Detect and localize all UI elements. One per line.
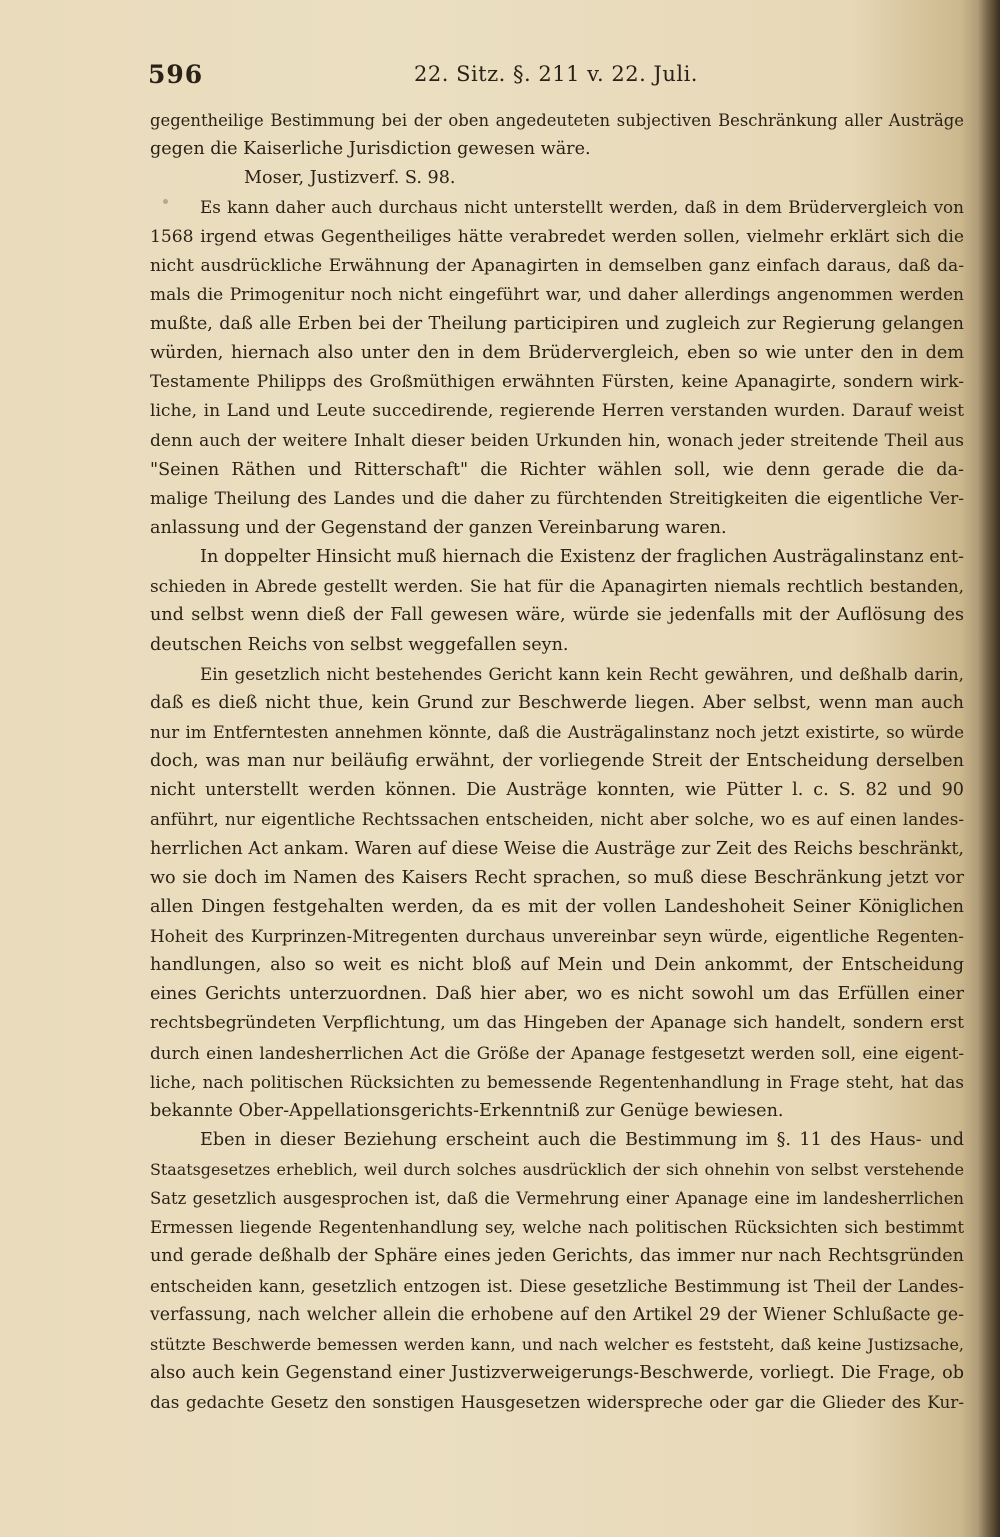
text-line: schieden in Abrede gestellt werden. Sie hat für die Apanagirten niemals rechtlich bestanden, bbox=[150, 576, 964, 597]
text-line: entscheiden kann, gesetzlich entzogen ist. Diese gesetzliche Bestimmung ist Theil der Landes- bbox=[150, 1276, 964, 1296]
text-line: doch, was man nur beiläufig erwähnt, der vorliegende Streit der Entscheidung derselben bbox=[150, 751, 964, 772]
text-line: Ermessen liegende Regentenhandlung sey, welche nach politischen Rücksichten sich bestimmt bbox=[150, 1218, 964, 1238]
paragraph-start: Es kann daher auch durchaus nicht unterstellt werden, daß in dem Brüdervergleich von bbox=[200, 197, 964, 218]
page-header bbox=[148, 60, 964, 94]
page-number: 596 bbox=[148, 60, 204, 89]
paragraph-start: In doppelter Hinsicht muß hiernach die Existenz der fraglichen Austrägalinstanz ent- bbox=[200, 547, 964, 568]
text-line: malige Theilung des Landes und die daher zu fürchtenden Streitigkeiten die eigentliche Ver- bbox=[150, 488, 964, 509]
text-line: Satz gesetzlich ausgesprochen ist, daß die Vermehrung einer Apanage eine im landesherrlichen bbox=[150, 1189, 964, 1209]
text-line: bekannte Ober-Appellationsgerichts-Erkenntniß zur Genüge bewiesen. bbox=[150, 1100, 784, 1121]
text-line: nicht unterstellt werden können. Die Austräge konnten, wie Pütter l. c. S. 82 und 90 bbox=[150, 780, 964, 801]
text-line: verfassung, nach welcher allein die erhobene auf den Artikel 29 der Wiener Schlußacte ge- bbox=[150, 1304, 964, 1325]
text-line: denn auch der weitere Inhalt dieser beiden Urkunden hin, wonach jeder streitende Theil aus bbox=[150, 430, 964, 451]
text-line: herrlichen Act ankam. Waren auf diese Weise die Austräge zur Zeit des Reichs beschränkt, bbox=[150, 838, 964, 859]
text-line: und selbst wenn dieß der Fall gewesen wäre, würde sie jedenfalls mit der Auflösung des bbox=[150, 605, 964, 626]
text-line: Hoheit des Kurprinzen-Mitregenten durchaus unvereinbar seyn würde, eigentliche Regenten- bbox=[150, 925, 964, 946]
text-line: handlungen, also so weit es nicht bloß auf Mein und Dein ankommt, der Entscheidung bbox=[150, 955, 964, 976]
text-line: gegen die Kaiserliche Jurisdiction gewesen wäre. bbox=[150, 139, 591, 160]
text-line: nur im Entferntesten annehmen könnte, daß die Austrägalinstanz noch jetzt existirte, so würde bbox=[150, 722, 964, 742]
text-line: also auch kein Gegenstand einer Justizverweigerungs-Beschwerde, vorliegt. Die Frage, ob bbox=[150, 1363, 964, 1384]
text-line: Testamente Philipps des Großmüthigen erwähnten Fürsten, keine Apanagirte, sondern wirk- bbox=[150, 372, 964, 393]
text-line: würden, hiernach also unter den in dem Brüdervergleich, eben so wie unter den in dem bbox=[150, 343, 964, 364]
text-line: durch einen landesherrlichen Act die Größe der Apanage festgesetzt werden soll, eine eigent- bbox=[150, 1042, 964, 1063]
text-line: wo sie doch im Namen des Kaisers Recht sprachen, so muß diese Beschränkung jetzt vor bbox=[150, 867, 964, 888]
text-line: und gerade deßhalb der Sphäre eines jeden Gerichts, das immer nur nach Rechtsgründen bbox=[150, 1246, 964, 1267]
text-line: deutschen Reichs von selbst weggefallen seyn. bbox=[150, 634, 569, 655]
text-line: stützte Beschwerde bemessen werden kann, und nach welcher es feststeht, daß keine Justizsache, bbox=[150, 1334, 964, 1354]
text-line: das gedachte Gesetz den sonstigen Hausgesetzen widerspreche oder gar die Glieder des Kur- bbox=[150, 1392, 964, 1413]
text-line: anlassung und der Gegenstand der ganzen Vereinbarung waren. bbox=[150, 517, 727, 538]
text-line: 1568 irgend etwas Gegentheiliges hätte verabredet werden sollen, vielmehr erklärt sich die bbox=[150, 226, 964, 247]
text-line: daß es dieß nicht thue, kein Grund zur Beschwerde liegen. Aber selbst, wenn man auch bbox=[150, 692, 964, 713]
text-line: Staatsgesetzes erheblich, weil durch solches ausdrücklich der sich ohnehin von selbst verstehende bbox=[150, 1160, 964, 1180]
running-head: 22. Sitz. §. 211 v. 22. Juli. bbox=[414, 62, 698, 86]
text-line: mußte, daß alle Erben bei der Theilung participiren und zugleich zur Regierung gelangen bbox=[150, 313, 964, 334]
text-line: allen Dingen festgehalten werden, da es mit der vollen Landeshoheit Seiner Königlichen bbox=[150, 896, 964, 917]
text-line: "Seinen Räthen und Ritterschaft" die Richter wählen soll, wie denn gerade die da- bbox=[150, 459, 964, 480]
text-line: liche, nach politischen Rücksichten zu bemessende Regentenhandlung in Frage steht, hat das bbox=[150, 1071, 964, 1092]
paragraph-start: Ein gesetzlich nicht bestehendes Gericht kann kein Recht gewähren, und deßhalb darin, bbox=[200, 663, 964, 684]
text-line: mals die Primogenitur noch nicht eingeführt war, und daher allerdings angenommen werden bbox=[150, 284, 964, 305]
text-line: eines Gerichts unterzuordnen. Daß hier aber, wo es nicht sowohl um das Erfüllen einer bbox=[150, 984, 964, 1005]
citation-line: Moser, Justizverf. S. 98. bbox=[244, 168, 456, 189]
body-text bbox=[150, 106, 964, 1417]
text-line: liche, in Land und Leute succedirende, regierende Herren verstanden wurden. Darauf weist bbox=[150, 401, 964, 422]
book-spine-shadow bbox=[978, 0, 1000, 1537]
text-line: nicht ausdrückliche Erwähnung der Apanagirten in demselben ganz einfach daraus, daß da- bbox=[150, 255, 964, 276]
text-line: anführt, nur eigentliche Rechtssachen entscheiden, nicht aber solche, wo es auf einen landes- bbox=[150, 809, 964, 830]
text-line: rechtsbegründeten Verpflichtung, um das Hingeben der Apanage sich handelt, sondern erst bbox=[150, 1013, 964, 1034]
text-line: gegentheilige Bestimmung bei der oben angedeuteten subjectiven Beschränkung aller Austräge bbox=[150, 111, 964, 130]
paragraph-start: Eben in dieser Beziehung erscheint auch die Bestimmung im §. 11 des Haus- und bbox=[200, 1129, 964, 1150]
